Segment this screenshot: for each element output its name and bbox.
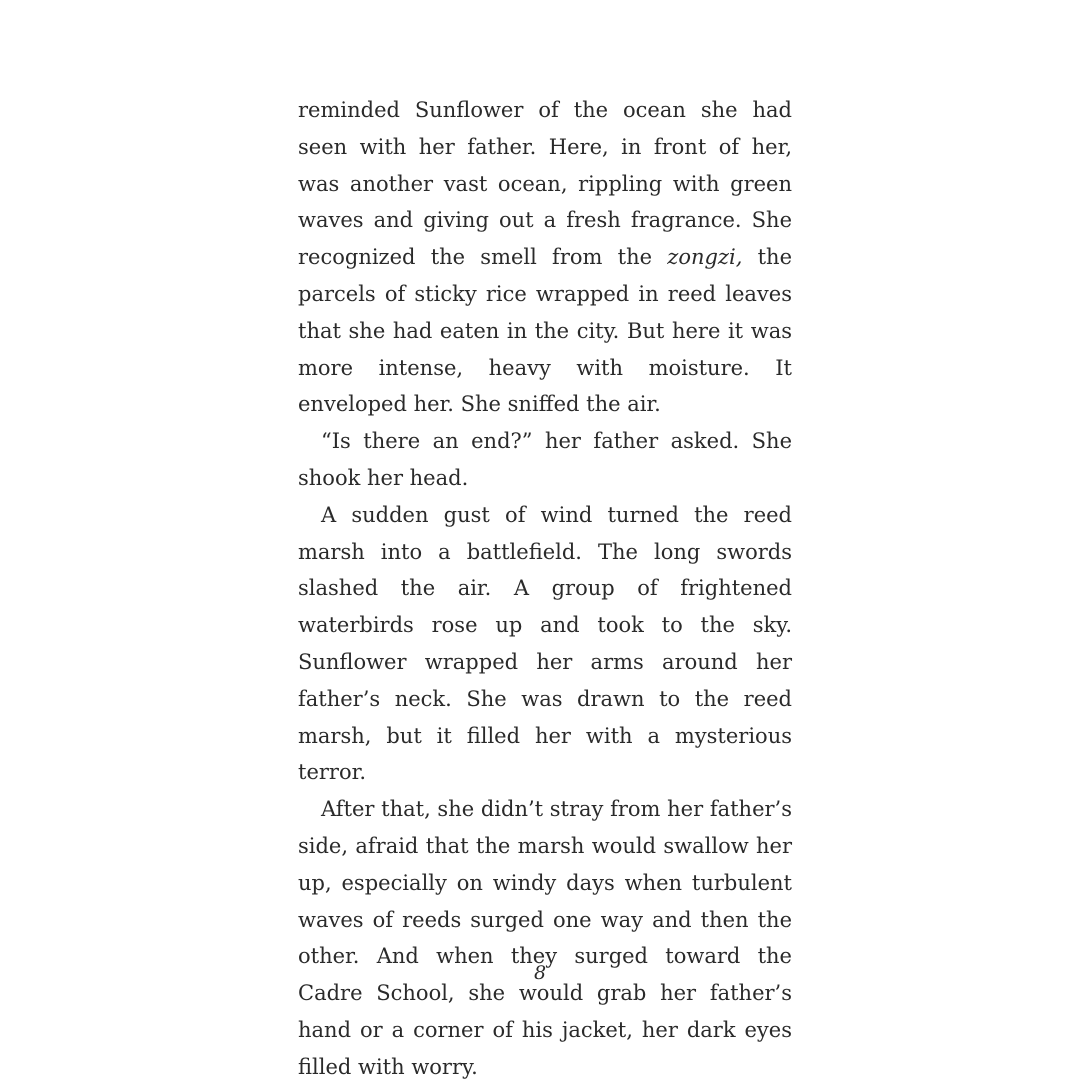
paragraph-4: After that, she didn’t stray from her father’s side, afraid that the marsh would swallow her up, especially on windy days when turbulent waves of reeds surged one way and then the other. And when they surged toward the Cadre School, she would grab her father’s hand or a corner of his jacket, her dark eyes filled with worry. bbox=[298, 797, 792, 1079]
paragraph-2: “Is there an end?” her father asked. She shook her head. bbox=[298, 429, 792, 490]
paragraph-1-text: reminded Sunflower of the ocean she had seen with her father. Here, in front of her, was another vast ocean, rippling with green waves and giving out a fresh fragrance. She recognized the smell from the bbox=[298, 98, 792, 270]
paragraph-3: A sudden gust of wind turned the reed marsh into a battlefield. The long swords slashed the air. A group of frightened waterbirds rose up and took to the sky. Sunflower wrapped her arms around her father’s neck. She was drawn to the reed marsh, but it filled her with a mysterious terror. bbox=[298, 502, 792, 785]
page-body bbox=[298, 92, 792, 1086]
paragraph-1-italic-term: zongzi, bbox=[667, 245, 743, 270]
paragraph-1 bbox=[298, 92, 792, 423]
paragraph-1-continuation: the parcels of sticky rice wrapped in reed leaves that she had eaten in the city. But here it was more intense, heavy with moisture. It enveloped her. She sniffed the air. bbox=[298, 245, 792, 417]
page-number: 8 bbox=[533, 962, 547, 984]
